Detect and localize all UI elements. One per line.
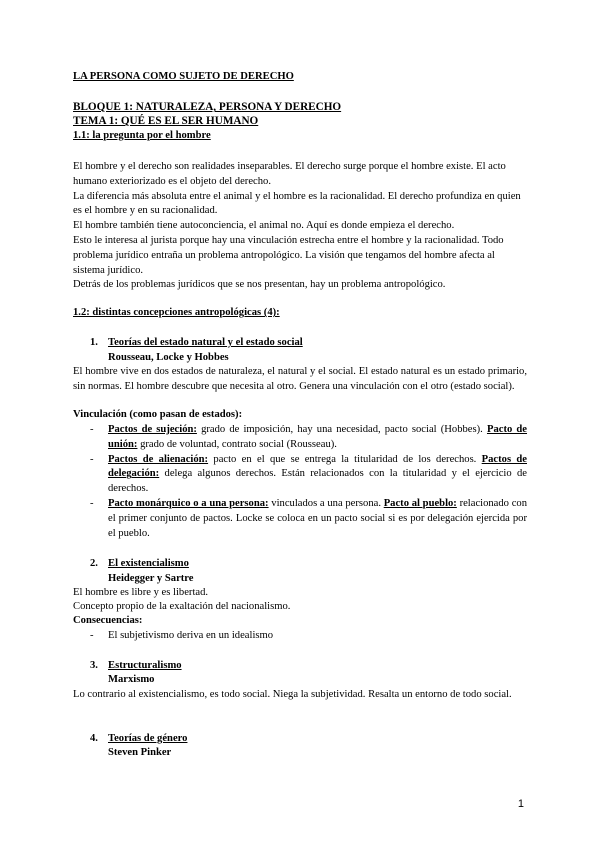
intro-line: El hombre también tiene autoconciencia, el animal no. Aquí es donde empieza el derecho.	[73, 220, 455, 232]
item-4-title: Teorías de género	[108, 733, 188, 744]
bullet-text: delega algunos derechos. Están relacionados con la titularidad y el ejercicio de derechos.	[108, 468, 527, 495]
page-number: 1	[517, 798, 524, 810]
dash-bullet: -	[90, 497, 94, 509]
list-item	[73, 497, 527, 541]
intro-line: La diferencia más absoluta entre el animal y el hombre es la racionalidad. El derecho profundiza en quien es el hombre y en su racionalidad.	[73, 190, 521, 217]
bullet-term: Pacto monárquico o a una persona:	[108, 497, 269, 509]
dash-bullet: -	[90, 424, 94, 435]
bullet-term: Pactos de alienación:	[108, 453, 209, 465]
vinculacion-label: Vinculación (como pasan de estados):	[73, 409, 243, 420]
document-title: LA PERSONA COMO SUJETO DE DERECHO	[73, 71, 294, 82]
consecuencias-label: Consecuencias:	[73, 615, 143, 626]
intro-line: Detrás de los problemas jurídicos que se nos presentan, hay un problema antropológico.	[73, 279, 446, 291]
bullet-term: Pactos de sujeción:	[108, 424, 197, 435]
item-4-authors: Steven Pinker	[108, 747, 172, 758]
bullet-term: Pacto al pueblo:	[383, 497, 457, 509]
item-1-text: El hombre vive en dos estados de naturaleza, el natural y el social. El estado natural es un estado primario, sin normas. El hombre descubre que necesita al otro. Genera una vinculación con el otro (estado social).	[73, 366, 527, 392]
intro-line: El hombre y el derecho son realidades inseparables. El derecho surge porque el hombre existe. El acto humano exteriorizado es el objeto del derecho.	[73, 161, 506, 187]
item-1-authors: Rousseau, Locke y Hobbes	[108, 352, 229, 363]
item-4-number: 4.	[90, 733, 98, 744]
list-item	[73, 629, 527, 644]
item-2-title: El existencialismo	[108, 558, 189, 569]
item-2-line-1: El hombre es libre y es libertad.	[73, 587, 209, 598]
item-3-text: Lo contrario al existencialismo, es todo social. Niega la subjetividad. Resalta un entorno de todo social.	[73, 689, 512, 700]
list-item	[73, 423, 527, 453]
item-3-title: Estructuralismo	[108, 660, 182, 671]
dash-bullet: -	[90, 630, 94, 641]
item-3-authors: Marxismo	[108, 674, 155, 685]
item-1-number: 1.	[90, 337, 98, 348]
item-2-number: 2.	[90, 558, 98, 569]
bullet-term: Pacto de unión:	[108, 424, 528, 450]
bullet-text: grado de imposición, hay una necesidad, pacto social (Hobbes).	[196, 424, 487, 435]
bullet-term: Pactos de delegación:	[108, 453, 527, 480]
vinculacion-list	[73, 423, 527, 541]
block-title: BLOQUE 1: NATURALEZA, PERSONA Y DERECHO	[73, 101, 342, 113]
item-2-line-2: Concepto propio de la exaltación del nacionalismo.	[73, 601, 291, 612]
item-1-title: Teorías del estado natural y el estado social	[108, 337, 303, 348]
bullet-text: relacionado con el primer conjunto de pactos. Locke se coloca en un pacto social si es por delegación ejercida por el pueblo.	[108, 497, 527, 539]
topic-title: TEMA 1: QUÉ ES EL SER HUMANO	[73, 115, 259, 127]
bullet-text: vinculados a una persona.	[268, 497, 384, 509]
dash-bullet: -	[90, 453, 94, 465]
bullet-text: El subjetivismo deriva en un idealismo	[108, 630, 274, 641]
bullet-text: grado de voluntad, contrato social (Rousseau).	[137, 438, 337, 450]
bullet-text: pacto en el que se entrega la titularidad de los derechos.	[208, 453, 482, 465]
item-3-number: 3.	[90, 660, 98, 671]
intro-line: Esto le interesa al jurista porque hay una vinculación estrecha entre el hombre y la racionalidad. Todo problema jurídico entraña un problema antropológico. La visión que tengamos del hombre afecta al sistema jurídico.	[73, 234, 504, 276]
item-2-authors: Heidegger y Sartre	[108, 573, 194, 584]
consecuencias-list	[73, 629, 527, 644]
section-1-1-title: 1.1: la pregunta por el hombre	[73, 130, 211, 141]
section-1-2-title: 1.2: distintas concepciones antropológicas (4):	[73, 307, 280, 318]
intro-paragraphs	[73, 160, 527, 293]
list-item	[73, 453, 527, 497]
